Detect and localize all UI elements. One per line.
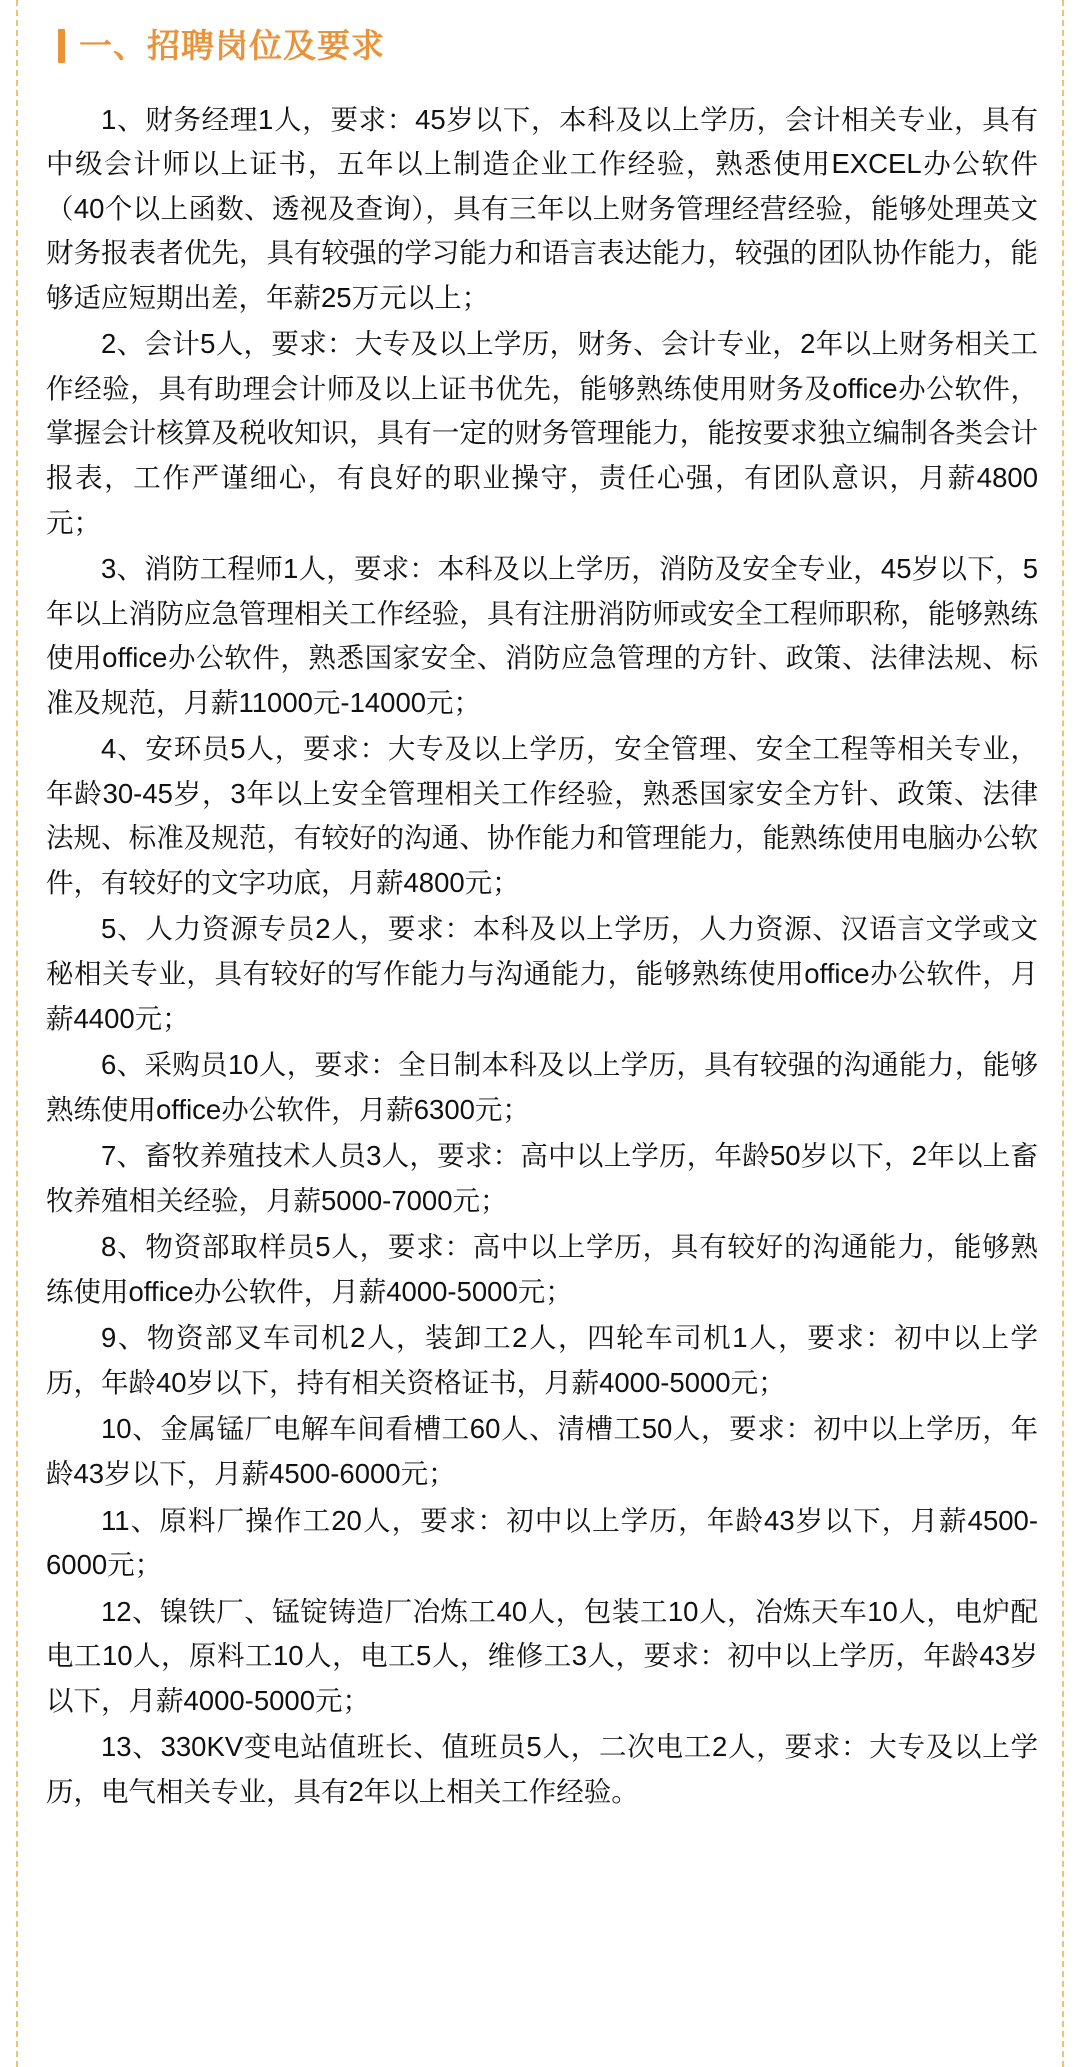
page-title: 一、招聘岗位及要求 bbox=[79, 27, 385, 64]
list-item: 12、镍铁厂、锰锭铸造厂冶炼工40人，包装工10人，冶炼天车10人，电炉配电工10人，原料工10人，电工5人，维修工3人，要求：初中以上学历，年龄43岁以下，月薪4000-5000元； bbox=[46, 1595, 1038, 1716]
list-item: 6、采购员10人，要求：全日制本科及以上学历，具有较强的沟通能力，能够熟练使用office办公软件，月薪6300元； bbox=[46, 1049, 1038, 1125]
job-requirements-list bbox=[30, 76, 1050, 1815]
list-item: 11、原料厂操作工20人，要求：初中以上学历，年龄43岁以下，月薪4500-6000元； bbox=[46, 1504, 1038, 1581]
list-item: 8、物资部取样员5人，要求：高中以上学历，具有较好的沟通能力，能够熟练使用office办公软件，月薪4000-5000元； bbox=[46, 1231, 1038, 1307]
list-item: 10、金属锰厂电解车间看槽工60人、清槽工50人，要求：初中以上学历，年龄43岁以下，月薪4500-6000元； bbox=[46, 1413, 1038, 1489]
list-item: 7、畜牧养殖技术人员3人，要求：高中以上学历，年龄50岁以下，2年以上畜牧养殖相关经验，月薪5000-7000元； bbox=[46, 1140, 1038, 1216]
list-item: 9、物资部叉车司机2人，装卸工2人，四轮车司机1人，要求：初中以上学历，年龄40岁以下，持有相关资格证书，月薪4000-5000元； bbox=[46, 1322, 1038, 1398]
list-item: 1、财务经理1人，要求：45岁以下，本科及以上学历，会计相关专业，具有中级会计师以上证书，五年以上制造企业工作经验，熟悉使用EXCEL办公软件（40个以上函数、透视及查询），具有三年以上财务管理经营经验，能够处理英文财务报表者优先，具有较强的学习能力和语言表达能力，较强的团队协作能力，能够适应短期出差，年薪25万元以上； bbox=[46, 103, 1038, 313]
list-item: 5、人力资源专员2人，要求：本科及以上学历，人力资源、汉语言文学或文秘相关专业，具有较好的写作能力与沟通能力，能够熟练使用office办公软件，月薪4400元； bbox=[46, 913, 1038, 1034]
section-heading bbox=[30, 14, 1050, 76]
heading-accent-bar bbox=[58, 29, 65, 63]
list-item: 2、会计5人，要求：大专及以上学历，财务、会计专业，2年以上财务相关工作经验，具有助理会计师及以上证书优先，能够熟练使用财务及office办公软件，掌握会计核算及税收知识，具有一定的财务管理能力，能按要求独立编制各类会计报表，工作严谨细心，有良好的职业操守，责任心强，有团队意识，月薪4800元； bbox=[46, 328, 1038, 538]
list-item: 3、消防工程师1人，要求：本科及以上学历，消防及安全专业，45岁以下，5年以上消防应急管理相关工作经验，具有注册消防师或安全工程师职称，能够熟练使用office办公软件，熟悉国家安全、消防应急管理的方针、政策、法律法规、标准及规范，月薪11000元-14000元； bbox=[46, 553, 1038, 718]
list-item: 13、330KV变电站值班长、值班员5人，二次电工2人，要求：大专及以上学历，电气相关专业，具有2年以上相关工作经验。 bbox=[46, 1731, 1038, 1807]
list-item: 4、安环员5人，要求：大专及以上学历，安全管理、安全工程等相关专业，年龄30-45岁，3年以上安全管理相关工作经验，熟悉国家安全方针、政策、法律法规、标准及规范，有较好的沟通、协作能力和管理能力，能熟练使用电脑办公软件，有较好的文字功底，月薪4800元； bbox=[46, 733, 1038, 898]
